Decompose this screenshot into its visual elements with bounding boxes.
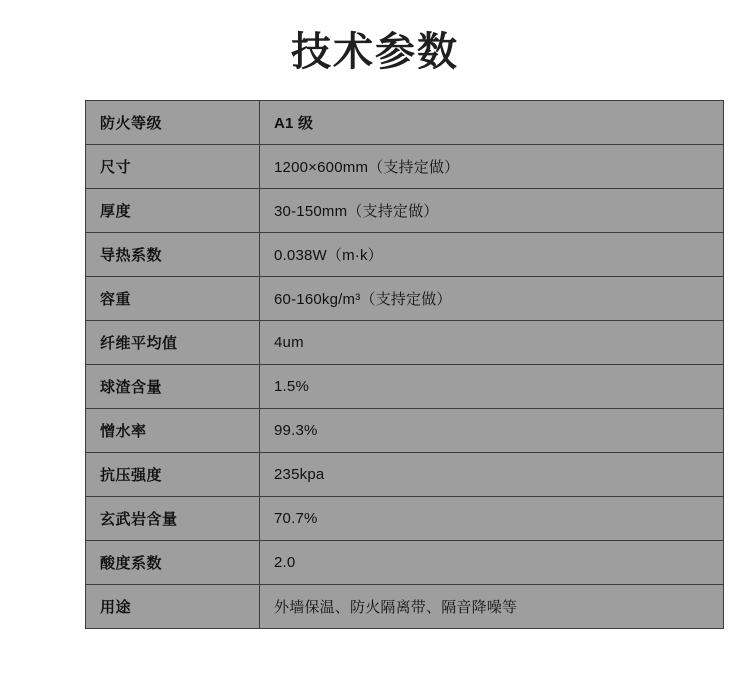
table-row xyxy=(86,277,724,321)
spec-value: 60-160kg/m³（支持定做） xyxy=(260,277,724,321)
spec-label: 纤维平均值 xyxy=(86,321,260,365)
spec-label: 球渣含量 xyxy=(86,365,260,409)
spec-value: 99.3% xyxy=(260,409,724,453)
spec-value: 1.5% xyxy=(260,365,724,409)
spec-label: 厚度 xyxy=(86,189,260,233)
spec-value: 0.038W（m·k） xyxy=(260,233,724,277)
table-row xyxy=(86,101,724,145)
spec-value: 30-150mm（支持定做） xyxy=(260,189,724,233)
spec-value: A1 级 xyxy=(260,101,724,145)
spec-value: 1200×600mm（支持定做） xyxy=(260,145,724,189)
spec-table-container xyxy=(85,100,665,629)
table-row xyxy=(86,409,724,453)
table-row xyxy=(86,497,724,541)
table-row xyxy=(86,365,724,409)
table-row xyxy=(86,453,724,497)
table-row xyxy=(86,541,724,585)
spec-label: 用途 xyxy=(86,585,260,629)
spec-label: 容重 xyxy=(86,277,260,321)
spec-value: 235kpa xyxy=(260,453,724,497)
spec-label: 酸度系数 xyxy=(86,541,260,585)
spec-value: 2.0 xyxy=(260,541,724,585)
spec-value: 4um xyxy=(260,321,724,365)
table-row xyxy=(86,321,724,365)
spec-value: 70.7% xyxy=(260,497,724,541)
table-row xyxy=(86,233,724,277)
table-row xyxy=(86,145,724,189)
spec-label: 防火等级 xyxy=(86,101,260,145)
spec-value: 外墙保温、防火隔离带、隔音降噪等 xyxy=(260,585,724,629)
spec-label: 玄武岩含量 xyxy=(86,497,260,541)
technical-parameters-table xyxy=(85,100,724,629)
table-body xyxy=(86,101,724,629)
table-row xyxy=(86,189,724,233)
table-row xyxy=(86,585,724,629)
page-title: 技术参数 xyxy=(291,30,459,74)
spec-label: 抗压强度 xyxy=(86,453,260,497)
spec-label: 导热系数 xyxy=(86,233,260,277)
spec-label: 尺寸 xyxy=(86,145,260,189)
spec-label: 憎水率 xyxy=(86,409,260,453)
